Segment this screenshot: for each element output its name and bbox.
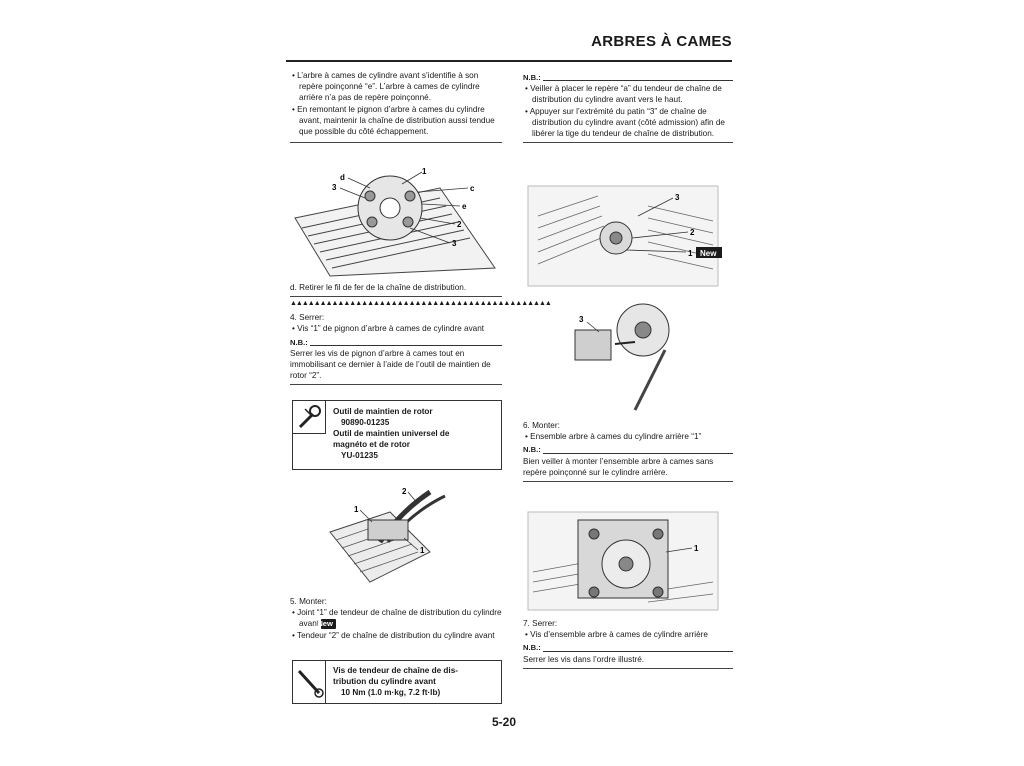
nb3-text: Serrer les vis dans l’ordre illustré. — [523, 654, 645, 664]
page-number: 5-20 — [492, 715, 517, 729]
nb-text: Serrer les vis de pignon d’arbre à cames tout en immobilisant ce dernier à l’aide de l’outil de maintien de rotor “2”. — [290, 348, 491, 381]
fig3-callout-3: 3 — [675, 193, 680, 202]
title-rule — [286, 60, 732, 62]
step5-title: 5. Monter: — [290, 597, 327, 606]
fig2-callout-1a: 1 — [354, 505, 359, 514]
fig4-callout-3: 3 — [579, 315, 584, 324]
torque-icon-cell — [293, 661, 326, 703]
step5-bullet-1-text: • Joint “1” de tendeur de chaîne de distribution du cylindre avant — [292, 608, 502, 629]
torque-wrench-icon — [293, 661, 325, 703]
fig5-callout-1: 1 — [694, 544, 699, 553]
intro-bullet-2: • En remontant le pignon d’arbre à cames du cylindre avant, maintenir la chaîne de distribution aussi tendue que possible du côté échappement. — [292, 104, 495, 137]
torque-line-2: tribution du cylindre avant — [333, 677, 436, 686]
step5-bullet-2: • Tendeur “2” de chaîne de distribution du cylindre avant — [292, 630, 495, 640]
warning-triangles: ▲▲▲▲▲▲▲▲▲▲▲▲▲▲▲▲▲▲▲▲▲▲▲▲▲▲▲▲▲▲▲▲▲▲▲▲▲▲▲▲▲▲▲▲ — [290, 300, 551, 308]
nb-header — [290, 337, 502, 348]
tool-code-2: YU-01235 — [341, 451, 378, 460]
fig3-callout-2: 2 — [690, 228, 695, 237]
nb-bullet-1: • Veiller à placer le repère “a” du tendeur de chaîne de distribution du cylindre avant vers le haut. — [525, 84, 722, 105]
rule — [523, 668, 733, 669]
nb3-header — [523, 642, 733, 653]
rule — [523, 142, 733, 143]
fig2-callout-1b: 1 — [420, 546, 425, 555]
figure-rear-camshaft — [528, 512, 733, 612]
left-step-5 — [290, 596, 502, 641]
left-intro — [290, 70, 502, 146]
tool-name-1: Outil de maintien de rotor — [333, 407, 433, 416]
fig1-callout-3a: 3 — [332, 183, 337, 192]
nb2-text: Bien veiller à monter l’ensemble arbre à cames sans repère poinçonné sur le cylindre arrière. — [523, 456, 714, 477]
figure-camshaft-sprocket — [290, 168, 502, 278]
step4-title: 4. Serrer: — [290, 313, 325, 323]
figure-chain-guide — [565, 300, 695, 412]
step4-bullet: • Vis “1” de pignon d’arbre à cames de cylindre avant — [292, 324, 485, 334]
rule — [290, 384, 502, 385]
tool-icon-cell — [293, 401, 326, 434]
fig1-callout-d: d — [340, 173, 345, 182]
step6-title: 6. Monter: — [523, 421, 560, 430]
figure-tensioner-mount — [528, 186, 733, 288]
nb-label: N.B.: — [523, 73, 541, 82]
fig1-callout-1: 1 — [422, 167, 427, 176]
fig2-callout-2: 2 — [402, 487, 407, 496]
torque-box — [292, 660, 502, 704]
tool-name-2a: Outil de maintien universel de — [333, 429, 450, 438]
section-rule — [290, 142, 502, 143]
intro-bullet-1: • L’arbre à cames de cylindre avant s’identifie à son repère poinçonné “e”. L’arbre à cames de cylindre arrière n’a pas de repère poinçonné. — [292, 71, 480, 103]
nb-header — [523, 72, 733, 83]
right-step-6 — [523, 420, 733, 485]
wrench-icon — [293, 401, 325, 433]
fig1-callout-c: c — [470, 184, 475, 193]
torque-box-text — [333, 665, 458, 698]
tool-name-2b: magnéto et de rotor — [333, 440, 410, 449]
fig1-callout-3b: 3 — [452, 239, 457, 248]
step5-bullet-1 — [290, 607, 502, 629]
step7-bullet: • Vis d’ensemble arbre à cames de cylindre arrière — [525, 630, 708, 640]
rule — [290, 296, 502, 297]
left-steps-4 — [290, 282, 551, 388]
step6-bullet: • Ensemble arbre à cames du cylindre arrière “1” — [525, 432, 702, 442]
torque-line-1: Vis de tendeur de chaîne de dis- — [333, 666, 458, 675]
new-badge: New — [321, 619, 336, 629]
nb-bullet-2: • Appuyer sur l’extrémité du patin “3” de chaîne de distribution du cylindre avant (côté admission) afin de libérer la tige du tendeur de chaîne de distribution. — [525, 106, 725, 139]
tool-code-1: 90890-01235 — [341, 418, 390, 427]
fig1-callout-e: e — [462, 202, 467, 211]
nb-label: N.B.: — [290, 337, 308, 347]
page-title: ARBRES À CAMES — [591, 33, 732, 50]
figure-tensioner — [320, 482, 480, 590]
nb3-label: N.B.: — [523, 643, 541, 653]
tool-box — [292, 400, 502, 470]
tool-box-text — [333, 406, 449, 461]
torque-value: 10 Nm (1.0 m·kg, 7.2 ft·lb) — [341, 688, 441, 697]
step7-title: 7. Serrer: — [523, 619, 558, 628]
fig3-new-badge: New — [700, 249, 717, 258]
right-nb-1 — [523, 70, 733, 146]
rule — [523, 481, 733, 482]
right-step-7 — [523, 618, 733, 672]
step-d-text: d. Retirer le fil de fer de la chaîne de distribution. — [290, 283, 467, 292]
nb2-label: N.B.: — [523, 445, 541, 455]
fig1-callout-2: 2 — [457, 220, 462, 229]
fig3-callout-1: 1 — [688, 249, 693, 258]
nb2-header — [523, 444, 733, 455]
